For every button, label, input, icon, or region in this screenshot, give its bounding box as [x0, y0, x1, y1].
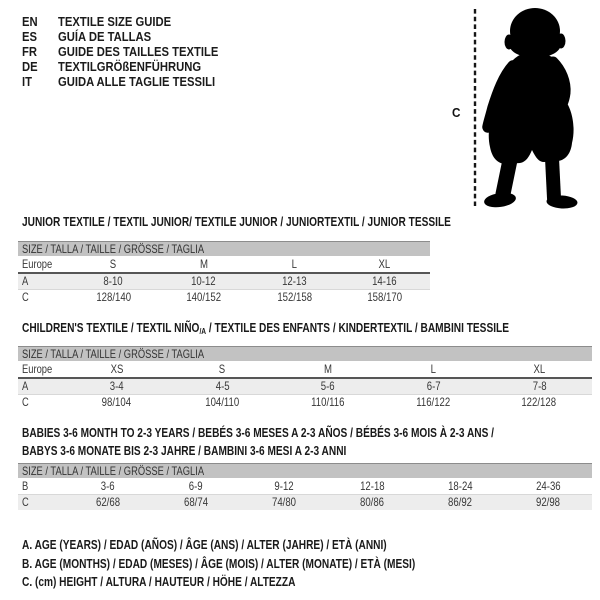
- cell-value: 68/74: [183, 495, 209, 509]
- table-row-a: [18, 379, 592, 394]
- table-header-row: [18, 361, 592, 379]
- size-header-band: SIZE / TALLA / TAILLE / GRÖSSE / TAGLIA: [18, 463, 592, 478]
- column-header: XL: [533, 362, 546, 376]
- cell-value: 12-13: [281, 274, 307, 288]
- language-code: DE: [22, 60, 38, 74]
- language-code: ES: [22, 30, 38, 44]
- language-row-de: [22, 60, 236, 75]
- language-row-en: [22, 15, 236, 30]
- row-label: C: [22, 395, 29, 409]
- footnote-b: B. AGE (MONTHS) / EDAD (MESES) / ÂGE (MOIS) / ALTER (MONATE) / ETÀ (MESI): [22, 555, 416, 571]
- cell-value: 152/158: [276, 290, 312, 304]
- language-title: TEXTILGRÖßENFÜHRUNG: [58, 60, 202, 74]
- cell-value: 110/116: [311, 395, 345, 409]
- cell-value: 6-9: [189, 479, 203, 493]
- section-title-babies: [22, 424, 600, 460]
- row-label: A: [22, 274, 29, 288]
- column-header: M: [199, 257, 208, 271]
- cell-value: 4-5: [215, 379, 230, 393]
- cell-value: 10-12: [191, 274, 217, 288]
- cell-value: 62/68: [95, 495, 121, 509]
- table-row-c: [18, 289, 430, 305]
- row-label: B: [22, 479, 29, 493]
- cell-value: 128/140: [95, 290, 131, 304]
- language-code: FR: [22, 45, 38, 59]
- size-header-band: SIZE / TALLA / TAILLE / GRÖSSE / TAGLIA: [18, 346, 592, 361]
- row-label: C: [22, 495, 29, 509]
- cell-value: 12-18: [359, 479, 385, 493]
- toddler-silhouette: [483, 8, 578, 209]
- column-header: L: [430, 362, 437, 376]
- row-label: A: [22, 379, 29, 393]
- cell-value: 98/104: [102, 395, 132, 409]
- size-table-children: [18, 346, 592, 410]
- language-title: GUIDA ALLE TAGLIE TESSILI: [58, 75, 216, 89]
- cell-value: 104/110: [205, 395, 240, 409]
- cell-value: 116/122: [416, 395, 451, 409]
- section-title-line1: BABIES 3-6 MONTH TO 2-3 YEARS / BEBÉS 3-6 MESES A 2-3 AÑOS / BÉBÉS 3-6 MOIS À 2-3 ANS /: [22, 425, 494, 440]
- footnote-a: A. AGE (YEARS) / EDAD (AÑOS) / ÂGE (ANS) / ALTER (JAHRE) / ETÀ (ANNI): [22, 537, 387, 552]
- figure-area: [440, 0, 600, 215]
- table-row-b: [18, 478, 592, 494]
- column-header: L: [291, 257, 297, 271]
- language-row-es: [22, 30, 236, 45]
- cell-value: 80/86: [359, 495, 385, 509]
- cell-value: 74/80: [271, 495, 297, 509]
- toddler-silhouette-icon: [440, 0, 600, 215]
- cell-value: 3-4: [109, 379, 124, 393]
- table-row-c: [18, 494, 592, 510]
- cell-value: 158/170: [367, 290, 403, 304]
- cell-value: 9-12: [274, 479, 294, 493]
- column-header: M: [323, 362, 332, 376]
- region-label: Europe: [22, 257, 53, 271]
- cell-value: 14-16: [372, 274, 398, 288]
- language-title: GUÍA DE TALLAS: [58, 30, 152, 44]
- size-table-babies: [18, 463, 592, 510]
- cell-value: 18-24: [447, 479, 473, 493]
- language-code: EN: [22, 15, 38, 29]
- table-header-row: [18, 256, 430, 274]
- measure-label-c: C: [452, 105, 461, 120]
- column-header: XL: [378, 257, 391, 271]
- cell-value: 24-36: [535, 479, 561, 493]
- column-header: XS: [110, 362, 124, 376]
- size-table-junior: [18, 241, 430, 305]
- cell-value: 6-7: [426, 379, 441, 393]
- footnotes: [22, 536, 526, 592]
- cell-value: 122/128: [521, 395, 557, 409]
- section-title-line2: BABYS 3-6 MONATE BIS 2-3 JAHRE / BAMBINI 3-6 MESI A 2-3 ANNI: [22, 443, 347, 458]
- section-title-children: CHILDREN'S TEXTILE / TEXTIL $NIÑO_{/A}$ / TEXTILE DES ENFANTS / KINDERTEXTIL / BAMBINI TESSILE: [22, 320, 509, 336]
- language-title: TEXTILE SIZE GUIDE: [58, 15, 172, 29]
- cell-value: 86/92: [447, 495, 473, 509]
- row-label: C: [22, 290, 29, 304]
- title-subscript: /A: [199, 326, 207, 336]
- language-title: GUIDE DES TAILLES TEXTILE: [58, 45, 219, 59]
- language-row-fr: [22, 45, 236, 60]
- region-label: Europe: [22, 362, 53, 376]
- language-guide: [22, 15, 236, 90]
- column-header: S: [110, 257, 117, 271]
- section-title-junior: JUNIOR TEXTILE / TEXTIL JUNIOR/ TEXTILE JUNIOR / JUNIORTEXTIL / JUNIOR TESSILE: [22, 214, 451, 229]
- cell-value: 8-10: [103, 274, 123, 288]
- cell-value: 92/98: [535, 495, 561, 509]
- size-header-band: SIZE / TALLA / TAILLE / GRÖSSE / TAGLIA: [18, 241, 430, 256]
- cell-value: 5-6: [321, 379, 335, 393]
- table-row-c: [18, 394, 592, 410]
- footnote-c: C. (cm) HEIGHT / ALTURA / HAUTEUR / HÖHE / ALTEZZA: [22, 574, 296, 589]
- cell-value: 140/152: [186, 290, 222, 304]
- column-header: S: [219, 362, 226, 376]
- cell-value: 3-6: [101, 479, 115, 493]
- language-code: IT: [22, 75, 32, 89]
- language-row-it: [22, 75, 236, 90]
- table-row-a: [18, 274, 430, 289]
- cell-value: 7-8: [532, 379, 547, 393]
